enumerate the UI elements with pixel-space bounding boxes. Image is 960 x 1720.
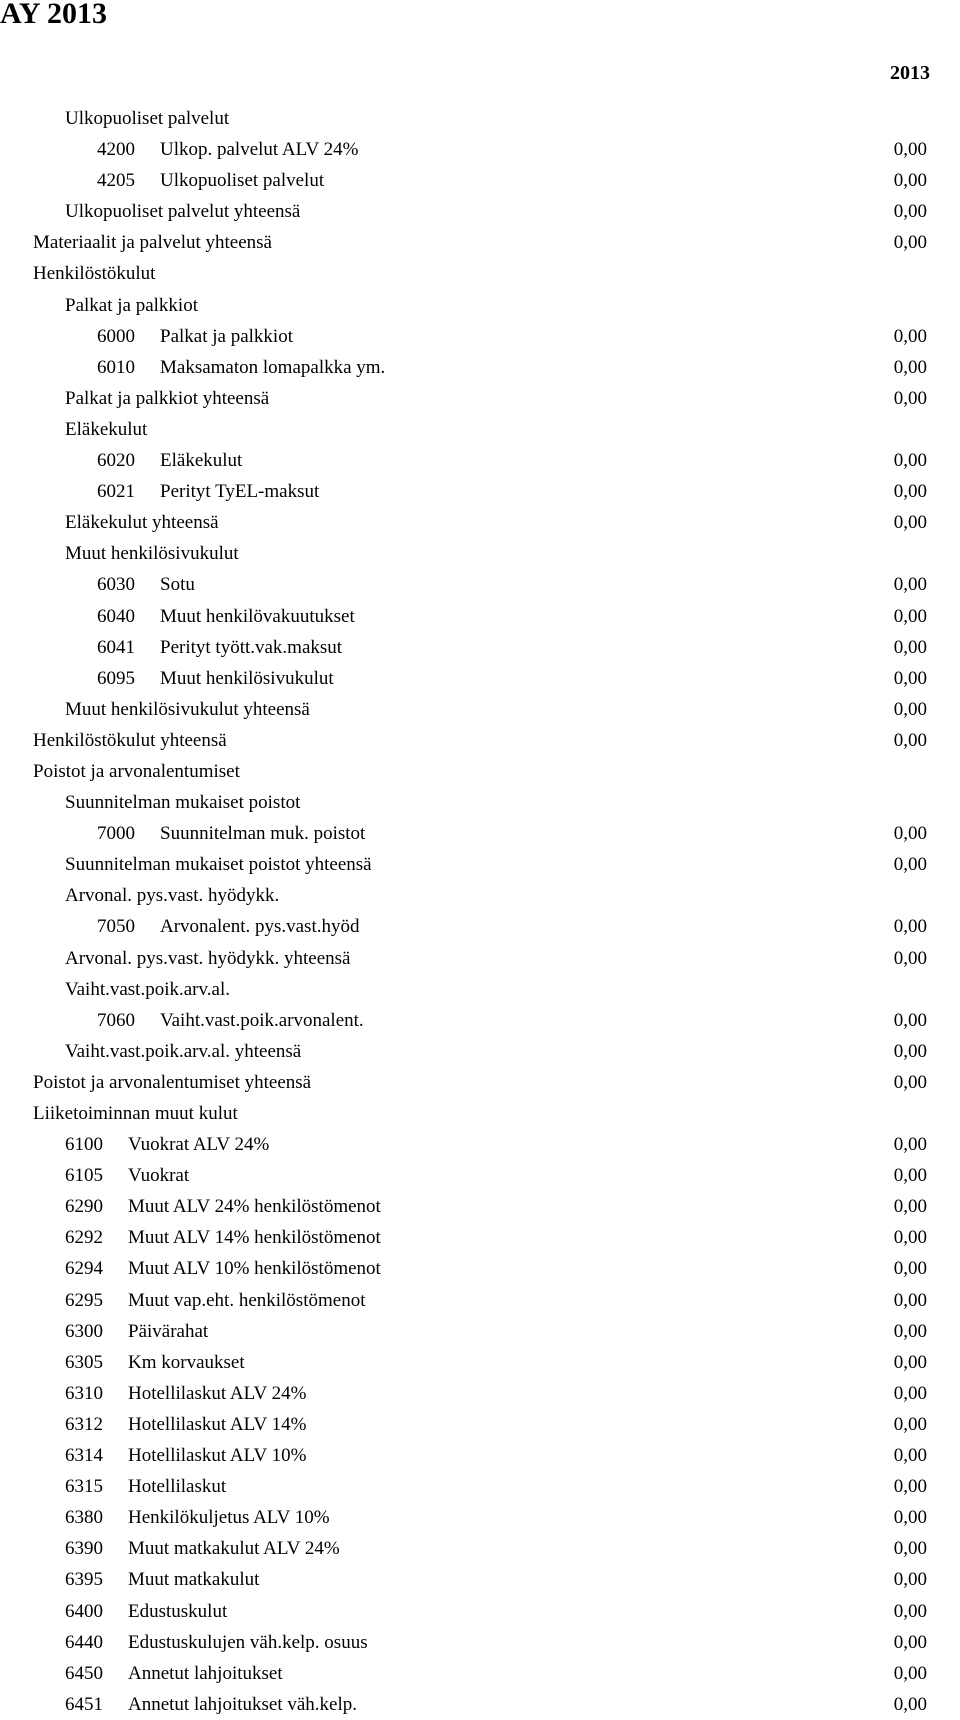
account-row <box>0 165 960 196</box>
row-label: Vaiht.vast.poik.arv.al. <box>65 978 230 1000</box>
account-row <box>0 1689 960 1720</box>
row-value: 0,00 <box>893 201 927 223</box>
account-code: 6310 <box>65 1382 103 1404</box>
account-code: 6395 <box>65 1569 103 1591</box>
row-label: Poistot ja arvonalentumiset <box>33 760 240 782</box>
row-label: Maksamaton lomapalkka ym. <box>160 356 386 378</box>
account-code: 6305 <box>65 1351 103 1373</box>
row-value: 0,00 <box>893 1258 927 1280</box>
account-code: 4205 <box>97 170 135 192</box>
subtotal-row <box>0 725 960 756</box>
account-row <box>0 601 960 632</box>
subtotal-row <box>0 196 960 227</box>
account-row <box>0 1596 960 1627</box>
row-value: 0,00 <box>893 729 927 751</box>
account-row <box>0 818 960 849</box>
row-label: Annetut lahjoitukset <box>128 1662 283 1684</box>
group-heading-row <box>0 103 960 134</box>
row-label: Poistot ja arvonalentumiset yhteensä <box>33 1071 312 1093</box>
row-label: Muut ALV 24% henkilöstömenot <box>128 1196 381 1218</box>
row-value: 0,00 <box>893 916 927 938</box>
row-label: Perityt tyött.vak.maksut <box>160 636 343 658</box>
row-label: Muut ALV 14% henkilöstömenot <box>128 1227 381 1249</box>
account-row <box>0 1533 960 1564</box>
account-row <box>0 1409 960 1440</box>
row-value: 0,00 <box>893 387 927 409</box>
account-row <box>0 1191 960 1222</box>
row-value: 0,00 <box>893 1009 927 1031</box>
account-code: 6292 <box>65 1227 103 1249</box>
group-heading-row <box>0 1098 960 1129</box>
row-label: Edustuskulujen väh.kelp. osuus <box>128 1631 368 1653</box>
row-label: Henkilökuljetus ALV 10% <box>128 1507 330 1529</box>
row-label: Päivärahat <box>128 1320 209 1342</box>
row-value: 0,00 <box>893 1631 927 1653</box>
row-label: Hotellilaskut ALV 10% <box>128 1445 307 1467</box>
row-value: 0,00 <box>893 232 927 254</box>
row-label: Arvonal. pys.vast. hyödykk. yhteensä <box>65 947 351 969</box>
account-code: 6315 <box>65 1476 103 1498</box>
row-label: Muut matkakulut <box>128 1569 260 1591</box>
account-rows <box>0 103 960 1720</box>
row-label: Sotu <box>160 574 195 596</box>
group-heading-row <box>0 880 960 911</box>
row-label: Ulkopuoliset palvelut yhteensä <box>65 201 301 223</box>
row-value: 0,00 <box>893 667 927 689</box>
account-row <box>0 321 960 352</box>
row-value: 0,00 <box>893 1507 927 1529</box>
row-value: 0,00 <box>893 1413 927 1435</box>
account-code: 6400 <box>65 1600 103 1622</box>
row-label: Vuokrat <box>128 1165 190 1187</box>
account-row <box>0 1440 960 1471</box>
account-row <box>0 1005 960 1036</box>
subtotal-row <box>0 507 960 538</box>
account-row <box>0 1129 960 1160</box>
account-code: 6010 <box>97 356 135 378</box>
group-heading-row <box>0 258 960 289</box>
row-label: Vaiht.vast.poik.arv.al. yhteensä <box>65 1040 302 1062</box>
row-value: 0,00 <box>893 1445 927 1467</box>
row-label: Eläkekulut <box>65 418 148 440</box>
account-code: 6095 <box>97 667 135 689</box>
row-label: Eläkekulut <box>160 450 243 472</box>
account-row <box>0 1564 960 1595</box>
row-value: 0,00 <box>893 636 927 658</box>
account-row <box>0 445 960 476</box>
row-label: Hotellilaskut ALV 24% <box>128 1382 307 1404</box>
account-row <box>0 663 960 694</box>
account-row <box>0 1160 960 1191</box>
row-value: 0,00 <box>893 574 927 596</box>
account-code: 6100 <box>65 1134 103 1156</box>
account-row <box>0 1627 960 1658</box>
row-label: Suunnitelman mukaiset poistot <box>65 792 301 814</box>
row-value: 0,00 <box>893 1196 927 1218</box>
row-value: 0,00 <box>893 854 927 876</box>
row-value: 0,00 <box>893 512 927 534</box>
row-value: 0,00 <box>893 1538 927 1560</box>
row-label: Materiaalit ja palvelut yhteensä <box>33 232 272 254</box>
row-label: Vuokrat ALV 24% <box>128 1134 270 1156</box>
row-value: 0,00 <box>893 1227 927 1249</box>
group-heading-row <box>0 974 960 1005</box>
row-value: 0,00 <box>893 1476 927 1498</box>
row-label: Henkilöstökulut yhteensä <box>33 729 227 751</box>
account-code: 7060 <box>97 1009 135 1031</box>
account-row <box>0 632 960 663</box>
row-label: Suunnitelman mukaiset poistot yhteensä <box>65 854 372 876</box>
account-code: 6300 <box>65 1320 103 1342</box>
account-row <box>0 1253 960 1284</box>
row-label: Suunnitelman muk. poistot <box>160 823 366 845</box>
subtotal-row <box>0 849 960 880</box>
account-row <box>0 1502 960 1533</box>
account-code: 6312 <box>65 1413 103 1435</box>
account-row <box>0 1285 960 1316</box>
account-code: 7050 <box>97 916 135 938</box>
account-code: 6294 <box>65 1258 103 1280</box>
account-row <box>0 1347 960 1378</box>
row-value: 0,00 <box>893 1165 927 1187</box>
row-label: Muut ALV 10% henkilöstömenot <box>128 1258 381 1280</box>
row-value: 0,00 <box>893 1382 927 1404</box>
account-code: 6380 <box>65 1507 103 1529</box>
row-label: Muut henkilösivukulut <box>65 543 239 565</box>
row-value: 0,00 <box>893 1071 927 1093</box>
row-value: 0,00 <box>893 1569 927 1591</box>
row-label: Arvonal. pys.vast. hyödykk. <box>65 885 280 907</box>
row-value: 0,00 <box>893 1693 927 1715</box>
row-label: Muut vap.eht. henkilöstömenot <box>128 1289 366 1311</box>
subtotal-row <box>0 943 960 974</box>
row-label: Ulkop. palvelut ALV 24% <box>160 139 359 161</box>
row-value: 0,00 <box>893 1320 927 1342</box>
account-row <box>0 569 960 600</box>
account-row <box>0 911 960 942</box>
row-label: Liiketoiminnan muut kulut <box>33 1103 238 1124</box>
account-code: 6041 <box>97 636 135 658</box>
row-label: Eläkekulut yhteensä <box>65 512 219 534</box>
account-row <box>0 1222 960 1253</box>
row-label: Annetut lahjoitukset väh.kelp. <box>128 1693 358 1715</box>
row-label: Muut henkilösivukulut <box>160 667 334 689</box>
row-value: 0,00 <box>893 1289 927 1311</box>
account-code: 6451 <box>65 1693 103 1715</box>
row-value: 0,00 <box>893 139 927 161</box>
row-label: Vaiht.vast.poik.arvonalent. <box>160 1009 364 1031</box>
row-value: 0,00 <box>893 170 927 192</box>
row-value: 0,00 <box>893 1351 927 1373</box>
row-label: Hotellilaskut ALV 14% <box>128 1413 307 1435</box>
group-heading-row <box>0 290 960 321</box>
account-code: 6000 <box>97 325 135 347</box>
subtotal-row <box>0 383 960 414</box>
account-code: 6450 <box>65 1662 103 1684</box>
row-value: 0,00 <box>893 698 927 720</box>
subtotal-row <box>0 227 960 258</box>
row-label: Hotellilaskut <box>128 1476 227 1498</box>
group-heading-row <box>0 756 960 787</box>
row-label: Muut henkilösivukulut yhteensä <box>65 698 310 720</box>
account-code: 7000 <box>97 823 135 845</box>
account-row <box>0 134 960 165</box>
account-row <box>0 1658 960 1689</box>
row-value: 0,00 <box>893 823 927 845</box>
account-code: 6295 <box>65 1289 103 1311</box>
row-value: 0,00 <box>893 356 927 378</box>
row-value: 0,00 <box>893 947 927 969</box>
account-row <box>0 1316 960 1347</box>
row-label: Ulkopuoliset palvelut <box>65 108 230 129</box>
row-label: Edustuskulut <box>128 1600 228 1622</box>
account-code: 6021 <box>97 481 135 503</box>
account-row <box>0 476 960 507</box>
account-code: 6105 <box>65 1165 103 1187</box>
account-code: 6314 <box>65 1445 103 1467</box>
subtotal-row <box>0 1036 960 1067</box>
column-header-year: 2013 <box>890 62 930 84</box>
row-value: 0,00 <box>893 605 927 627</box>
account-code: 6390 <box>65 1538 103 1560</box>
account-row <box>0 1378 960 1409</box>
row-label: Palkat ja palkkiot yhteensä <box>65 387 270 409</box>
account-code: 6040 <box>97 605 135 627</box>
row-label: Ulkopuoliset palvelut <box>160 170 325 192</box>
account-row <box>0 352 960 383</box>
account-code: 4200 <box>97 139 135 161</box>
row-label: Henkilöstökulut <box>33 263 156 285</box>
row-value: 0,00 <box>893 1040 927 1062</box>
row-label: Palkat ja palkkiot <box>65 294 198 316</box>
row-value: 0,00 <box>893 325 927 347</box>
row-label: Km korvaukset <box>128 1351 245 1373</box>
report-title: AY 2013 <box>0 0 107 30</box>
group-heading-row <box>0 414 960 445</box>
row-value: 0,00 <box>893 1600 927 1622</box>
account-row <box>0 1471 960 1502</box>
row-label: Palkat ja palkkiot <box>160 325 293 347</box>
row-value: 0,00 <box>893 1662 927 1684</box>
subtotal-row <box>0 694 960 725</box>
row-label: Perityt TyEL-maksut <box>160 481 320 503</box>
account-code: 6290 <box>65 1196 103 1218</box>
group-heading-row <box>0 787 960 818</box>
subtotal-row <box>0 1067 960 1098</box>
row-label: Muut matkakulut ALV 24% <box>128 1538 340 1560</box>
account-code: 6020 <box>97 450 135 472</box>
group-heading-row <box>0 538 960 569</box>
account-code: 6440 <box>65 1631 103 1653</box>
row-label: Muut henkilövakuutukset <box>160 605 355 627</box>
row-value: 0,00 <box>893 481 927 503</box>
row-value: 0,00 <box>893 1134 927 1156</box>
row-label: Arvonalent. pys.vast.hyöd <box>160 916 360 938</box>
row-value: 0,00 <box>893 450 927 472</box>
account-code: 6030 <box>97 574 135 596</box>
